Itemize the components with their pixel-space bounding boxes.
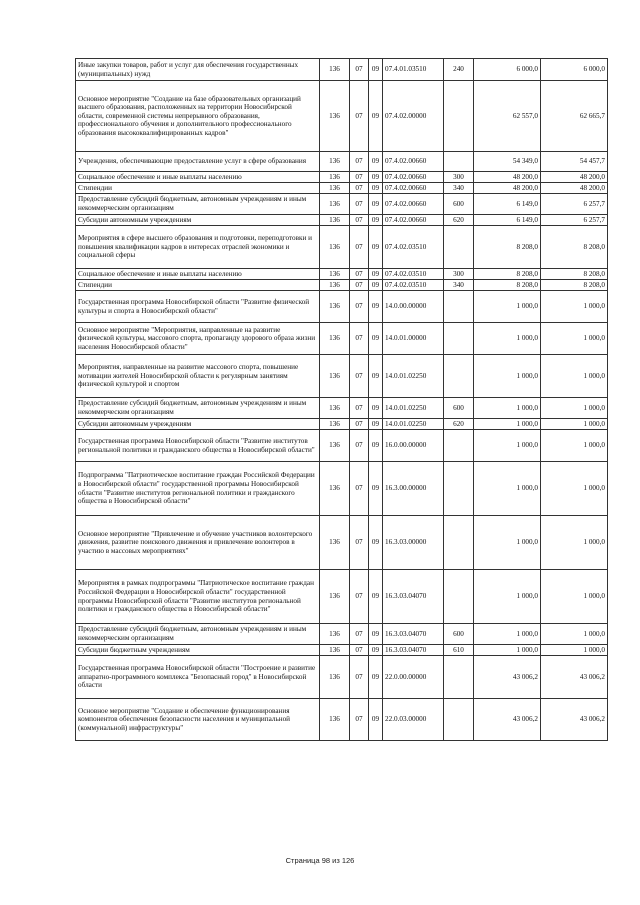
row-grbs-cell: 136 — [320, 398, 350, 419]
row-subsection-cell: 09 — [369, 656, 383, 699]
row-grbs-cell: 136 — [320, 215, 350, 226]
table-row — [76, 215, 608, 226]
row-name-cell: Основное мероприятие "Создание на базе образовательных организаций высшего образования, расположенных на территории Новосибирской области, современной системы непрерывного образования, профессионального обучения и дополнительного профессионального образования высококвалифицированных кадров" — [76, 81, 320, 152]
row-expense-type-cell — [444, 516, 474, 570]
row-expense-type-cell — [444, 152, 474, 172]
row-expense-type-cell: 620 — [444, 215, 474, 226]
table-row — [76, 323, 608, 355]
row-section-cell: 07 — [350, 624, 369, 645]
row-grbs-cell: 136 — [320, 430, 350, 462]
row-grbs-cell: 136 — [320, 59, 350, 81]
row-amount-year1-cell: 62 557,0 — [474, 81, 541, 152]
table-row — [76, 430, 608, 462]
row-section-cell: 07 — [350, 81, 369, 152]
row-section-cell: 07 — [350, 152, 369, 172]
table-row — [76, 152, 608, 172]
table-row — [76, 280, 608, 291]
row-grbs-cell: 136 — [320, 419, 350, 430]
row-name-cell: Субсидии автономным учреждениям — [76, 215, 320, 226]
row-section-cell: 07 — [350, 355, 369, 398]
row-target-code-cell: 07.4.02.00660 — [383, 152, 444, 172]
row-subsection-cell: 09 — [369, 183, 383, 194]
table-row — [76, 570, 608, 624]
table-row — [76, 355, 608, 398]
row-subsection-cell: 09 — [369, 269, 383, 280]
row-target-code-cell: 14.0.01.00000 — [383, 323, 444, 355]
row-target-code-cell: 07.4.02.00660 — [383, 172, 444, 183]
row-amount-year1-cell: 6 000,0 — [474, 59, 541, 81]
table-row — [76, 398, 608, 419]
row-amount-year1-cell: 6 149,0 — [474, 215, 541, 226]
table-row — [76, 419, 608, 430]
row-name-cell: Предоставление субсидий бюджетным, автономным учреждениям и иным некоммерческим организациям — [76, 624, 320, 645]
row-subsection-cell: 09 — [369, 516, 383, 570]
row-section-cell: 07 — [350, 291, 369, 323]
row-grbs-cell: 136 — [320, 656, 350, 699]
row-amount-year1-cell: 1 000,0 — [474, 624, 541, 645]
row-subsection-cell: 09 — [369, 194, 383, 215]
row-amount-year2-cell: 43 006,2 — [541, 656, 608, 699]
row-target-code-cell: 16.0.00.00000 — [383, 430, 444, 462]
row-name-cell: Стипендии — [76, 183, 320, 194]
row-target-code-cell: 07.4.02.03510 — [383, 269, 444, 280]
row-subsection-cell: 09 — [369, 226, 383, 269]
row-target-code-cell: 14.0.01.02250 — [383, 398, 444, 419]
row-name-cell: Социальное обеспечение и иные выплаты населению — [76, 172, 320, 183]
row-expense-type-cell: 300 — [444, 172, 474, 183]
row-section-cell: 07 — [350, 516, 369, 570]
row-amount-year2-cell: 1 000,0 — [541, 291, 608, 323]
row-grbs-cell: 136 — [320, 226, 350, 269]
row-name-cell: Основное мероприятие "Мероприятия, направленные на развитие физической культуры, массового спорта, пропаганду здорового образа жизни населения Новосибирской области" — [76, 323, 320, 355]
row-amount-year1-cell: 1 000,0 — [474, 291, 541, 323]
row-target-code-cell: 07.4.02.00000 — [383, 81, 444, 152]
row-amount-year2-cell: 48 200,0 — [541, 183, 608, 194]
row-grbs-cell: 136 — [320, 291, 350, 323]
table-row — [76, 59, 608, 81]
row-amount-year1-cell: 43 006,2 — [474, 656, 541, 699]
row-section-cell: 07 — [350, 430, 369, 462]
row-amount-year2-cell: 1 000,0 — [541, 419, 608, 430]
row-amount-year2-cell: 6 000,0 — [541, 59, 608, 81]
row-expense-type-cell — [444, 430, 474, 462]
row-name-cell: Субсидии автономным учреждениям — [76, 419, 320, 430]
row-amount-year2-cell: 6 257,7 — [541, 215, 608, 226]
table-row — [76, 656, 608, 699]
row-target-code-cell: 14.0.01.02250 — [383, 419, 444, 430]
table-row — [76, 183, 608, 194]
row-expense-type-cell: 340 — [444, 280, 474, 291]
row-expense-type-cell: 610 — [444, 645, 474, 656]
row-grbs-cell: 136 — [320, 570, 350, 624]
row-target-code-cell: 16.3.00.00000 — [383, 462, 444, 516]
table-row — [76, 516, 608, 570]
row-amount-year2-cell: 8 208,0 — [541, 226, 608, 269]
table-row — [76, 291, 608, 323]
table-row — [76, 81, 608, 152]
row-section-cell: 07 — [350, 323, 369, 355]
row-amount-year2-cell: 8 208,0 — [541, 280, 608, 291]
row-grbs-cell: 136 — [320, 516, 350, 570]
row-expense-type-cell: 240 — [444, 59, 474, 81]
row-amount-year1-cell: 1 000,0 — [474, 323, 541, 355]
row-expense-type-cell — [444, 462, 474, 516]
row-amount-year1-cell: 1 000,0 — [474, 419, 541, 430]
row-subsection-cell: 09 — [369, 172, 383, 183]
row-target-code-cell: 07.4.01.03510 — [383, 59, 444, 81]
row-amount-year1-cell: 1 000,0 — [474, 355, 541, 398]
row-subsection-cell: 09 — [369, 215, 383, 226]
row-target-code-cell: 07.4.02.03510 — [383, 280, 444, 291]
row-expense-type-cell — [444, 570, 474, 624]
row-section-cell: 07 — [350, 656, 369, 699]
row-amount-year1-cell: 48 200,0 — [474, 183, 541, 194]
row-grbs-cell: 136 — [320, 269, 350, 280]
table-row — [76, 194, 608, 215]
row-name-cell: Основное мероприятие "Создание и обеспечение функционирования компонентов обеспечения безопасности населения и муниципальной (коммунальной) инфраструктуры" — [76, 699, 320, 741]
row-subsection-cell: 09 — [369, 645, 383, 656]
row-name-cell: Мероприятия в сфере высшего образования и подготовки, переподготовки и повышения квалификации кадров в интересах отраслей экономики и социальной сферы — [76, 226, 320, 269]
row-amount-year1-cell: 6 149,0 — [474, 194, 541, 215]
row-amount-year2-cell: 8 208,0 — [541, 269, 608, 280]
row-grbs-cell: 136 — [320, 699, 350, 741]
row-amount-year2-cell: 54 457,7 — [541, 152, 608, 172]
row-grbs-cell: 136 — [320, 172, 350, 183]
row-target-code-cell: 16.3.03.04070 — [383, 624, 444, 645]
row-amount-year2-cell: 1 000,0 — [541, 430, 608, 462]
row-target-code-cell: 16.3.03.04070 — [383, 570, 444, 624]
row-name-cell: Субсидии бюджетным учреждениям — [76, 645, 320, 656]
row-section-cell: 07 — [350, 645, 369, 656]
row-name-cell: Государственная программа Новосибирской области "Развитие физической культуры и спорта в Новосибирской области" — [76, 291, 320, 323]
row-grbs-cell: 136 — [320, 355, 350, 398]
row-name-cell: Предоставление субсидий бюджетным, автономным учреждениям и иным некоммерческим организациям — [76, 194, 320, 215]
row-expense-type-cell: 620 — [444, 419, 474, 430]
row-expense-type-cell — [444, 81, 474, 152]
row-amount-year2-cell: 1 000,0 — [541, 645, 608, 656]
row-section-cell: 07 — [350, 215, 369, 226]
budget-table-page — [75, 58, 607, 741]
row-expense-type-cell — [444, 226, 474, 269]
row-section-cell: 07 — [350, 194, 369, 215]
budget-table-body — [76, 59, 608, 741]
row-section-cell: 07 — [350, 570, 369, 624]
row-subsection-cell: 09 — [369, 59, 383, 81]
table-row — [76, 624, 608, 645]
row-name-cell: Предоставление субсидий бюджетным, автономным учреждениям и иным некоммерческим организациям — [76, 398, 320, 419]
row-grbs-cell: 136 — [320, 194, 350, 215]
row-target-code-cell: 07.4.02.00660 — [383, 194, 444, 215]
row-subsection-cell: 09 — [369, 152, 383, 172]
row-amount-year2-cell: 48 200,0 — [541, 172, 608, 183]
row-name-cell: Подпрограмма "Патриотическое воспитание граждан Российской Федерации в Новосибирской области" государственной программы Новосибирской области "Развитие институтов региональной политики и гражданского общества в Новосибирской области" — [76, 462, 320, 516]
row-expense-type-cell: 340 — [444, 183, 474, 194]
row-subsection-cell: 09 — [369, 462, 383, 516]
row-section-cell: 07 — [350, 172, 369, 183]
table-row — [76, 462, 608, 516]
row-name-cell: Стипендии — [76, 280, 320, 291]
table-row — [76, 269, 608, 280]
row-target-code-cell: 22.0.03.00000 — [383, 699, 444, 741]
row-expense-type-cell: 600 — [444, 398, 474, 419]
row-amount-year1-cell: 1 000,0 — [474, 462, 541, 516]
row-subsection-cell: 09 — [369, 291, 383, 323]
row-section-cell: 07 — [350, 462, 369, 516]
row-section-cell: 07 — [350, 59, 369, 81]
row-section-cell: 07 — [350, 419, 369, 430]
row-amount-year2-cell: 43 006,2 — [541, 699, 608, 741]
row-amount-year1-cell: 1 000,0 — [474, 516, 541, 570]
row-grbs-cell: 136 — [320, 462, 350, 516]
page-number: Страница 98 из 126 — [285, 856, 355, 865]
row-name-cell: Государственная программа Новосибирской области "Развитие институтов региональной политики и гражданского общества в Новосибирской области" — [76, 430, 320, 462]
row-name-cell: Учреждения, обеспечивающие предоставление услуг в сфере образования — [76, 152, 320, 172]
row-expense-type-cell — [444, 699, 474, 741]
row-expense-type-cell: 300 — [444, 269, 474, 280]
row-amount-year1-cell: 43 006,2 — [474, 699, 541, 741]
row-grbs-cell: 136 — [320, 280, 350, 291]
row-amount-year1-cell: 8 208,0 — [474, 269, 541, 280]
row-amount-year1-cell: 54 349,0 — [474, 152, 541, 172]
row-grbs-cell: 136 — [320, 183, 350, 194]
row-section-cell: 07 — [350, 183, 369, 194]
row-target-code-cell: 16.3.03.04070 — [383, 645, 444, 656]
row-grbs-cell: 136 — [320, 152, 350, 172]
row-amount-year2-cell: 1 000,0 — [541, 355, 608, 398]
row-section-cell: 07 — [350, 269, 369, 280]
table-row — [76, 172, 608, 183]
row-subsection-cell: 09 — [369, 323, 383, 355]
row-amount-year2-cell: 1 000,0 — [541, 398, 608, 419]
row-target-code-cell: 22.0.00.00000 — [383, 656, 444, 699]
row-expense-type-cell — [444, 323, 474, 355]
row-section-cell: 07 — [350, 699, 369, 741]
row-amount-year2-cell: 1 000,0 — [541, 516, 608, 570]
row-name-cell: Государственная программа Новосибирской области "Построение и развитие аппаратно-программного комплекса "Безопасный город" в Новосибирской области — [76, 656, 320, 699]
table-row — [76, 645, 608, 656]
row-grbs-cell: 136 — [320, 323, 350, 355]
row-name-cell: Мероприятия, направленные на развитие массового спорта, повышение мотивации жителей Новосибирской области к регулярным занятиям физической культурой и спортом — [76, 355, 320, 398]
table-row — [76, 699, 608, 741]
row-target-code-cell: 14.0.01.02250 — [383, 355, 444, 398]
row-grbs-cell: 136 — [320, 81, 350, 152]
row-target-code-cell: 14.0.00.00000 — [383, 291, 444, 323]
row-subsection-cell: 09 — [369, 81, 383, 152]
row-section-cell: 07 — [350, 226, 369, 269]
row-expense-type-cell — [444, 355, 474, 398]
row-name-cell: Основное мероприятие "Привлечение и обучение участников волонтерского движения, развитие поискового движения и привлечение волонтеров в участию в массовых мероприятиях" — [76, 516, 320, 570]
row-amount-year2-cell: 62 665,7 — [541, 81, 608, 152]
row-subsection-cell: 09 — [369, 398, 383, 419]
row-subsection-cell: 09 — [369, 570, 383, 624]
row-amount-year1-cell: 1 000,0 — [474, 430, 541, 462]
row-subsection-cell: 09 — [369, 355, 383, 398]
budget-table — [75, 58, 608, 741]
row-grbs-cell: 136 — [320, 624, 350, 645]
row-amount-year1-cell: 8 208,0 — [474, 280, 541, 291]
row-target-code-cell: 07.4.02.00660 — [383, 183, 444, 194]
row-amount-year1-cell: 8 208,0 — [474, 226, 541, 269]
row-amount-year2-cell: 6 257,7 — [541, 194, 608, 215]
row-expense-type-cell: 600 — [444, 624, 474, 645]
row-subsection-cell: 09 — [369, 699, 383, 741]
row-target-code-cell: 07.4.02.00660 — [383, 215, 444, 226]
table-row — [76, 226, 608, 269]
row-name-cell: Иные закупки товаров, работ и услуг для обеспечения государственных (муниципальных) нужд — [76, 59, 320, 81]
row-target-code-cell: 07.4.02.03510 — [383, 226, 444, 269]
row-subsection-cell: 09 — [369, 624, 383, 645]
row-amount-year2-cell: 1 000,0 — [541, 462, 608, 516]
row-subsection-cell: 09 — [369, 280, 383, 291]
row-amount-year2-cell: 1 000,0 — [541, 624, 608, 645]
row-amount-year1-cell: 1 000,0 — [474, 398, 541, 419]
row-subsection-cell: 09 — [369, 419, 383, 430]
row-section-cell: 07 — [350, 398, 369, 419]
row-target-code-cell: 16.3.03.00000 — [383, 516, 444, 570]
row-amount-year2-cell: 1 000,0 — [541, 570, 608, 624]
row-grbs-cell: 136 — [320, 645, 350, 656]
row-name-cell: Мероприятия в рамках подпрограммы "Патриотическое воспитание граждан Российской Федерации в Новосибирской области" государственной программы Новосибирской области "Развитие институтов региональной политики и гражданского общества в Новосибирской области" — [76, 570, 320, 624]
row-amount-year1-cell: 48 200,0 — [474, 172, 541, 183]
row-expense-type-cell: 600 — [444, 194, 474, 215]
row-amount-year2-cell: 1 000,0 — [541, 323, 608, 355]
row-amount-year1-cell: 1 000,0 — [474, 645, 541, 656]
row-section-cell: 07 — [350, 280, 369, 291]
row-expense-type-cell — [444, 291, 474, 323]
row-name-cell: Социальное обеспечение и иные выплаты населению — [76, 269, 320, 280]
row-subsection-cell: 09 — [369, 430, 383, 462]
row-expense-type-cell — [444, 656, 474, 699]
row-amount-year1-cell: 1 000,0 — [474, 570, 541, 624]
